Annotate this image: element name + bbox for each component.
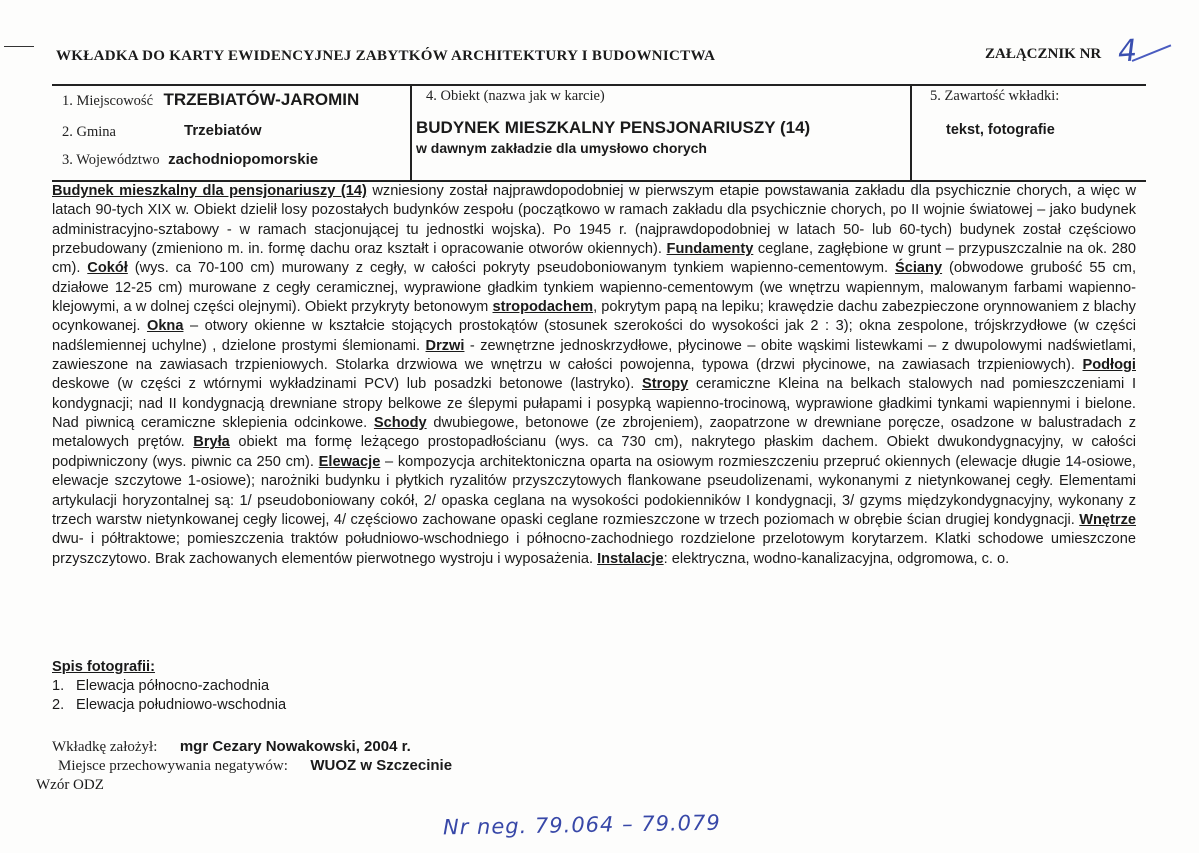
annex-number-handwritten: 4 — [1116, 33, 1139, 70]
heading-plinth: Cokół — [87, 260, 128, 277]
heading-ceilings: Stropy — [642, 376, 689, 393]
heading-stairs: Schody — [373, 415, 427, 432]
negatives-field — [58, 757, 452, 775]
photo-number: 1. — [52, 678, 65, 694]
handwritten-negative-numbers: Nr neg. 79.064 – 79.079 — [442, 810, 721, 840]
text-floors: deskowe (w części z wtórnymi wykładzinami PCV) lub posadzki betonowe (lastryko). — [52, 376, 643, 393]
text-doors: - zewnętrzne jednoskrzydłowe, płycinowe – obite wąskimi listewkami – z dwupolowymi nadświetlami, zawieszone na zawiasach trzpieniowych. Stolarka drzwiowa we wnętrzu w całości powojenna, typowa (drzwi płycinowe, na zawiasach trzpieniowych). — [52, 337, 1137, 374]
text-elevation: – kompozycja architektoniczna oparta na osiowym rozmieszczeniu przepruć okiennych (elewacje długie 14-osiowe, elewacje szczytowe 1-osiowe); narożniki budynku i płytkich ryzalitów przyszczytowych flankowane pseudolizenami, wykonanymi z nietynkowanej cegły. Elementami artykulacji horyzontalnej są: 1/ pseudoboniowany cokół, 2/ opaska ceglana na wysokości podokienników I kondygnacji, 3/ gzyms międzykondygnacyjny, wykonany z trzech warstw nietynkowanej cegły licowej, 4/ częściowo zachowane opaski ceglane rozmieszczone w trzech poziomach w obrębie ścian drugiej kondygnacji. — [52, 453, 1136, 528]
text-walls: (obwodowe grubość 55 cm, działowe 12-25 cm) murowane z cegły ceramicznej, wyprawione gładkim tynkiem wapienno-cementowym (we wnętrzu wapiennym, malowanym farbami wapienno-klejowymi, a w dolnej części olejnymi). Obiekt przykryty betonowym — [52, 260, 1136, 316]
locality-field — [62, 90, 359, 110]
document-title: WKŁADKA DO KARTY EWIDENCYJNEJ ZABYTKÓW ARCHITEKTURY I BUDOWNICTWA — [56, 48, 716, 64]
margin-dash — [4, 46, 34, 47]
commune-value: Trzebiatów — [184, 122, 262, 139]
content-label: 5. Zawartość wkładki: — [930, 88, 1060, 104]
photos-heading: Spis fotografii: — [52, 659, 155, 675]
photo-label: Elewacja południowo-wschodnia — [76, 697, 287, 713]
author-label: Wkładkę założył: — [52, 739, 158, 755]
building-description — [52, 182, 1136, 569]
author-field — [52, 738, 411, 756]
commune-field — [62, 122, 262, 141]
voivodeship-field — [62, 151, 318, 169]
object-subtitle: w dawnym zakładzie dla umysłowo chorych — [416, 140, 707, 156]
header-table-divider-1 — [410, 84, 412, 181]
heading-walls: Ściany — [895, 260, 943, 277]
photo-number: 2. — [52, 697, 65, 713]
voivodeship-label: 3. Województwo — [62, 152, 160, 168]
text-roof: , pokrytym papą na lepiku; krawędzie dachu zabezpieczone orynnowaniem z blachy ocynkowanej. — [52, 299, 1136, 335]
photo-label: Elewacja północno-zachodnia — [76, 678, 270, 694]
heading-elevation: Elewacje — [318, 453, 381, 470]
locality-label: 1. Miejscowość — [62, 93, 154, 109]
heading-foundations: Fundamenty — [666, 241, 754, 258]
negatives-value: WUOZ w Szczecinie — [310, 757, 453, 774]
content-value: tekst, fotografie — [946, 122, 1055, 138]
text-foundations: ceglane, zagłębione w grunt – przypuszczalnie na ok. 280 cm). — [52, 241, 1136, 277]
heading-building: Budynek mieszkalny dla pensjonariuszy (14) — [52, 183, 367, 199]
voivodeship-value: zachodniopomorskie — [168, 151, 319, 168]
text-stairs: dwubiegowe, betonowe (ze zbrojeniem), zaopatrzone w drewniane poręcze, osadzone w balustradach z metalowych prętów. — [52, 415, 1136, 451]
text-building: wzniesiony został najprawdopodobniej w pierwszym etapie powstawania zakładu dla psychicznie chorych, a więc w latach 90-tych XIX w. Obiekt dzielił losy pozostałych budynków zespołu (początkowo w ramach zakładu dla psychicznie chorych, po II wojnie światowej – jako budynek administracyjno-sztabowy - w ramach stacjonującej tu jednostki wojska). Po 1945 r. (najprawdopodobniej w latach 50- lub 60-tych) budynek został częściowo przebudowany (zmieniono m. in. formę dachu oraz kształt i opracowanie otworów okiennych). — [52, 183, 1136, 258]
heading-roof: stropodachem — [492, 299, 594, 316]
heading-doors: Drzwi — [425, 337, 465, 354]
heading-installations: Instalacje — [597, 550, 664, 567]
author-value: mgr Cezary Nowakowski, 2004 r. — [179, 738, 411, 755]
locality-value: TRZEBIATÓW-JAROMIN — [163, 90, 360, 109]
template-label: Wzór ODZ — [36, 777, 104, 793]
text-ceilings: ceramiczne Kleina na belkach stalowych nad pomieszczeniami I kondygnacji; nad II kondygnacją drewniane stropy belkowe ze ślepymi pułapami i posypką wapienno-trocinową, wyprawione gładkimi tynkami wapiennymi i bielone. Nad piwnicą ceramiczne sklepienia odcinkowe. — [52, 376, 1136, 432]
text-mass: obiekt ma formę leżącego prostopadłościanu (wys. ca 730 cm), nakrytego płaskim dachem. Obiekt dwukondygnacyjny, w całości podpiwniczony (wys. piwnic ca 250 cm). — [52, 434, 1136, 470]
photo-list-item — [52, 697, 286, 713]
heading-mass: Bryła — [193, 434, 230, 451]
heading-interior: Wnętrze — [1079, 511, 1136, 528]
annex-pen-stroke — [1132, 44, 1172, 62]
commune-label: 2. Gmina — [62, 124, 116, 140]
object-name: BUDYNEK MIESZKALNY PENSJONARIUSZY (14) — [416, 118, 811, 137]
text-plinth: (wys. ca 70-100 cm) murowany z cegły, w całości pokryty pseudoboniowanym tynkiem wapienno-cementowym. — [127, 260, 896, 277]
header-table-top-rule — [52, 84, 1146, 86]
text-installations: : elektryczna, wodno-kanalizacyjna, odgromowa, c. o. — [663, 550, 1010, 567]
text-interior: dwu- i półtraktowe; pomieszczenia traktów południowo-wschodniego i północno-zachodniego rozdzielone przelotowym korytarzem. Klatki schodowe umieszczone przyszczytowo. Brak zachowanych elementów pierwotnego wystroju i wyposażenia. — [52, 531, 1136, 567]
header-table-divider-2 — [910, 84, 912, 181]
object-label: 4. Obiekt (nazwa jak w karcie) — [426, 88, 605, 104]
photo-list-item — [52, 678, 269, 694]
negatives-label: Miejsce przechowywania negatywów: — [58, 758, 288, 774]
heading-floors: Podłogi — [1082, 357, 1136, 374]
annex-label: ZAŁĄCZNIK NR — [985, 46, 1102, 62]
text-windows: – otwory okienne w kształcie stojących prostokątów (stosunek szerokości do wysokości jak 2 : 3); okna zespolone, trójskrzydłowe (w części nadślemiennej uchylne) , dzielone prostymi ślemionami. — [52, 318, 1136, 354]
heading-windows: Okna — [146, 318, 184, 335]
